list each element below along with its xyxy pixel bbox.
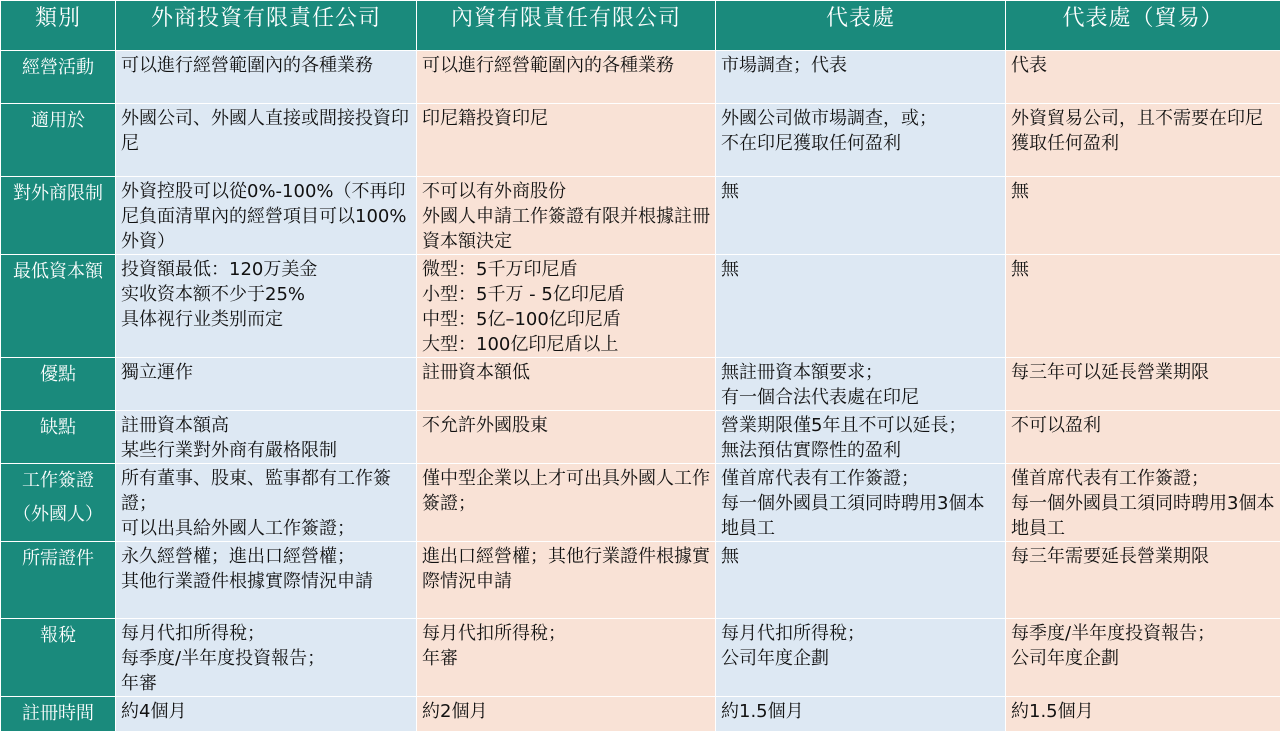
cell-text: 不允許外國股東 — [417, 411, 715, 438]
table-cell — [116, 411, 417, 464]
table-cell — [417, 411, 716, 464]
table-cell — [1006, 358, 1280, 411]
table-cell — [1006, 255, 1280, 358]
table-cell — [417, 177, 716, 255]
header-row — [1, 1, 1280, 51]
table-cell — [1006, 177, 1280, 255]
table-cell — [1006, 104, 1280, 177]
category-label: 適用於 — [1, 104, 115, 138]
table-cell — [1006, 51, 1280, 104]
cell-text: 進出口經營權；其他行業證件根據實際情況申請 — [417, 542, 715, 594]
table-cell — [716, 542, 1006, 619]
header-category: 類別 — [1, 1, 116, 51]
row-category — [1, 51, 116, 104]
table-cell — [417, 697, 716, 732]
header-foreign-investment-company: 外商投資有限責任公司 — [116, 1, 417, 51]
cell-text: 外國公司做市場調查，或； 不在印尼獲取任何盈利 — [716, 104, 1005, 156]
cell-text: 每月代扣所得稅； 每季度/半年度投資報告； 年審 — [116, 619, 416, 696]
cell-text: 約1.5個月 — [1006, 697, 1280, 724]
cell-text: 代表 — [1006, 51, 1280, 78]
cell-text: 僅首席代表有工作簽證； 每一個外國員工須同時聘用3個本地員工 — [1006, 464, 1280, 541]
table-cell — [116, 255, 417, 358]
cell-text: 無 — [1006, 255, 1280, 282]
table-cell — [417, 255, 716, 358]
cell-text: 約1.5個月 — [716, 697, 1005, 724]
table-row — [1, 255, 1280, 358]
header-representative-office: 代表處 — [716, 1, 1006, 51]
cell-text: 每月代扣所得稅； 公司年度企劃 — [716, 619, 1005, 671]
cell-text: 獨立運作 — [116, 358, 416, 385]
table-cell — [716, 51, 1006, 104]
category-label: 所需證件 — [1, 542, 115, 576]
table-cell — [716, 619, 1006, 697]
cell-text: 可以進行經營範圍內的各種業務 — [116, 51, 416, 78]
row-category — [1, 358, 116, 411]
cell-text: 永久經營權；進出口經營權； 其他行業證件根據實際情況申請 — [116, 542, 416, 594]
row-category — [1, 104, 116, 177]
table-cell — [417, 51, 716, 104]
table-row — [1, 358, 1280, 411]
table-cell — [1006, 697, 1280, 732]
cell-text: 無註冊資本額要求； 有一個合法代表處在印尼 — [716, 358, 1005, 410]
table-cell — [417, 619, 716, 697]
row-category — [1, 697, 116, 732]
table-row — [1, 697, 1280, 732]
table-cell — [116, 51, 417, 104]
row-category — [1, 411, 116, 464]
cell-text: 所有董事、股東、監事都有工作簽證； 可以出具給外國人工作簽證； — [116, 464, 416, 541]
cell-text: 無 — [716, 177, 1005, 204]
table-cell — [1006, 411, 1280, 464]
cell-text: 每三年可以延長營業期限 — [1006, 358, 1280, 385]
table-cell — [716, 697, 1006, 732]
category-label: 缺點 — [1, 411, 115, 445]
cell-text: 可以進行經營範圍內的各種業務 — [417, 51, 715, 78]
cell-text: 營業期限僅5年且不可以延長； 無法預估實際性的盈利 — [716, 411, 1005, 463]
table-cell — [417, 358, 716, 411]
table-cell — [716, 177, 1006, 255]
header-domestic-company: 內資有限責任有限公司 — [417, 1, 716, 51]
cell-text: 約4個月 — [116, 697, 416, 724]
category-label: 經營活動 — [1, 51, 115, 85]
table-cell — [716, 104, 1006, 177]
table-cell — [417, 542, 716, 619]
cell-text: 微型：5千万印尼盾 小型：5千万 - 5亿印尼盾 中型：5亿–100亿印尼盾 大型：100亿印尼盾以上 — [417, 255, 715, 357]
cell-text: 註冊資本額低 — [417, 358, 715, 385]
category-label: 對外商限制 — [1, 177, 115, 211]
cell-text: 無 — [1006, 177, 1280, 204]
table-cell — [417, 464, 716, 542]
table-row — [1, 464, 1280, 542]
cell-text: 僅首席代表有工作簽證； 每一個外國員工須同時聘用3個本地員工 — [716, 464, 1005, 541]
cell-text: 外資貿易公司，且不需要在印尼獲取任何盈利 — [1006, 104, 1280, 156]
table-cell — [116, 358, 417, 411]
row-category — [1, 542, 116, 619]
cell-text: 每季度/半年度投資報告； 公司年度企劃 — [1006, 619, 1280, 671]
cell-text: 僅中型企業以上才可出具外國人工作簽證； — [417, 464, 715, 516]
row-category — [1, 619, 116, 697]
header-trade-representative-office: 代表處（貿易） — [1006, 1, 1280, 51]
row-category — [1, 464, 116, 542]
cell-text: 市場調查；代表 — [716, 51, 1005, 78]
cell-text: 無 — [716, 255, 1005, 282]
table-cell — [116, 542, 417, 619]
table-row — [1, 177, 1280, 255]
table-cell — [1006, 542, 1280, 619]
table-row — [1, 104, 1280, 177]
table-cell — [716, 358, 1006, 411]
cell-text: 註冊資本額高 某些行業對外商有嚴格限制 — [116, 411, 416, 463]
table-cell — [716, 411, 1006, 464]
table-cell — [116, 697, 417, 732]
cell-text: 不可以盈利 — [1006, 411, 1280, 438]
cell-text: 每月代扣所得稅； 年審 — [417, 619, 715, 671]
category-label: 註冊時間 — [1, 697, 115, 731]
table-cell — [716, 255, 1006, 358]
category-label: 工作簽證 （外國人） — [1, 464, 115, 532]
table-cell — [1006, 464, 1280, 542]
cell-text: 每三年需要延長營業期限 — [1006, 542, 1280, 569]
cell-text: 外資控股可以從0%-100%（不再印尼負面清單內的經營項目可以100%外資） — [116, 177, 416, 254]
row-category — [1, 177, 116, 255]
table-cell — [716, 464, 1006, 542]
cell-text: 印尼籍投資印尼 — [417, 104, 715, 131]
table-cell — [116, 177, 417, 255]
category-label: 報稅 — [1, 619, 115, 653]
table-row — [1, 542, 1280, 619]
table-cell — [1006, 619, 1280, 697]
table-cell — [116, 104, 417, 177]
category-label: 優點 — [1, 358, 115, 392]
table-row — [1, 411, 1280, 464]
table-row — [1, 619, 1280, 697]
category-label: 最低資本額 — [1, 255, 115, 289]
table-cell — [116, 464, 417, 542]
cell-text: 約2個月 — [417, 697, 715, 724]
table-row — [1, 51, 1280, 104]
cell-text: 外國公司、外國人直接或間接投資印尼 — [116, 104, 416, 156]
cell-text: 無 — [716, 542, 1005, 569]
table-cell — [417, 104, 716, 177]
row-category — [1, 255, 116, 358]
table-cell — [116, 619, 417, 697]
cell-text: 不可以有外商股份 外國人申請工作簽證有限并根據註冊資本額決定 — [417, 177, 715, 254]
cell-text: 投資額最低：120万美金 实收资本额不少于25% 具体视行业类别而定 — [116, 255, 416, 332]
